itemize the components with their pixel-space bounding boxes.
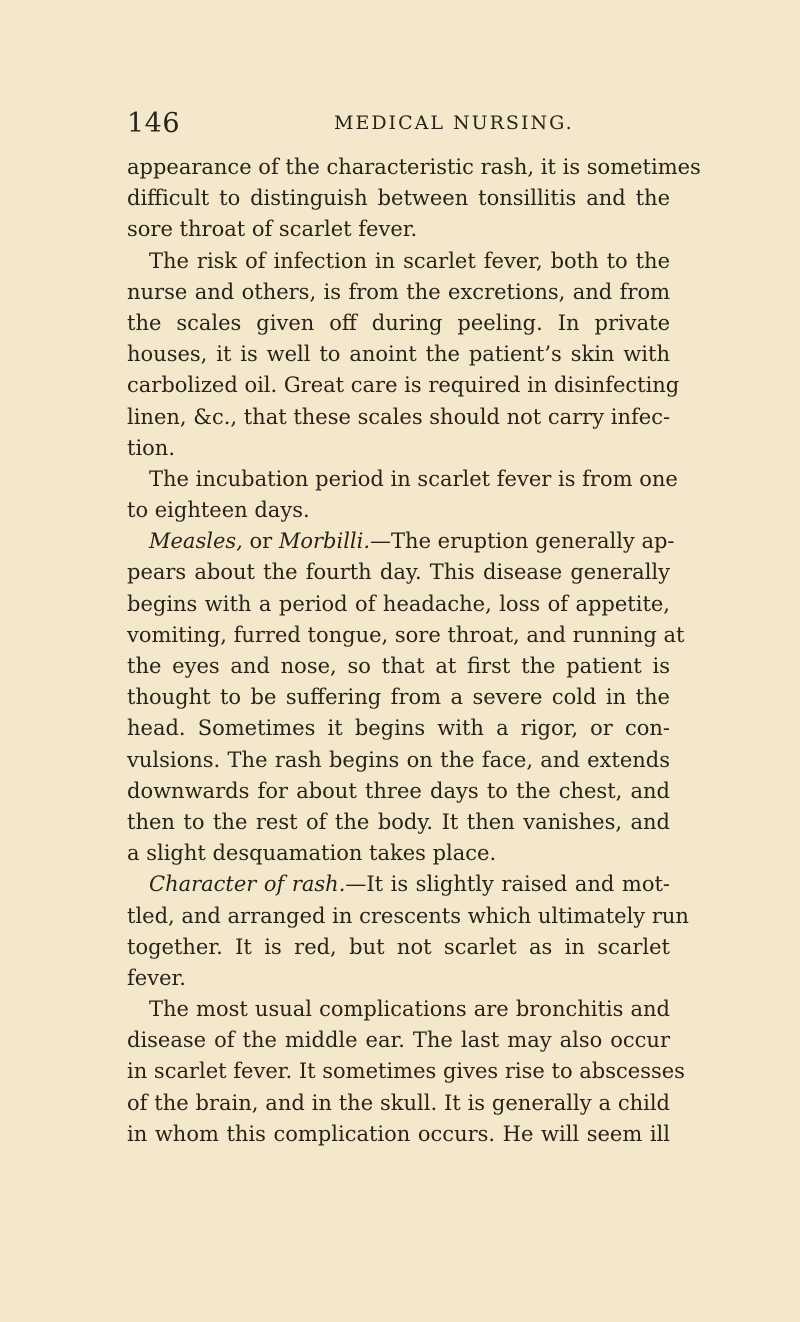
text-line: in whom this complication occurs. He will seem ill — [127, 1121, 670, 1146]
text-line: of the brain, and in the skull. It is generally a child — [127, 1090, 670, 1115]
text-line: then to the rest of the body. It then vanishes, and — [127, 809, 670, 834]
text-line: The incubation period in scarlet fever is from one — [149, 466, 678, 491]
text-line: begins with a period of headache, loss of appetite, — [127, 591, 670, 616]
text-line: pears about the fourth day. This disease generally — [127, 560, 670, 585]
text-line: the eyes and nose, so that at first the patient is — [127, 654, 670, 678]
text-line: difficult to distinguish between tonsillitis and the — [127, 186, 670, 211]
text-line: the scales given off during peeling. In private — [127, 310, 670, 335]
text-line: together. It is red, but not scarlet as in scarlet — [127, 934, 670, 959]
text-line: a slight desquamation takes place. — [127, 841, 497, 866]
paragraph-character-of-rash — [127, 869, 689, 994]
paragraph-infection-risk — [127, 246, 680, 464]
text-line: nurse and others, is from the excretions, and from — [127, 279, 670, 304]
text-line: thought to be suffering from a severe cold in the — [127, 685, 670, 710]
lead-rest: —The eruption generally ap- — [370, 529, 675, 554]
measles-term: Measles, — [149, 529, 243, 554]
text-line: carbolized oil. Great care is required in disinfecting — [127, 373, 680, 398]
text-line-lead — [127, 526, 675, 557]
paragraph-incubation — [127, 464, 678, 526]
text-line: houses, it is well to anoint the patient’s skin with — [127, 342, 670, 367]
text-line: tled, and arranged in crescents which ultimately run — [127, 903, 689, 928]
text-line: fever. — [127, 965, 186, 990]
character-of-rash-term: Character of rash. — [149, 872, 346, 897]
text-line: in scarlet fever. It sometimes gives rise to abscesses — [127, 1059, 685, 1084]
text-line: vulsions. The rash begins on the face, and extends — [127, 747, 670, 772]
text-line: vomiting, furred tongue, sore throat, and running at — [127, 622, 685, 647]
text-line-lead — [127, 869, 670, 900]
text-line: tion. — [127, 435, 175, 460]
paragraph-complications — [127, 994, 685, 1150]
text-line: The risk of infection in scarlet fever, both to the — [149, 248, 670, 273]
connector-text: or — [242, 529, 279, 554]
text-line: The most usual complications are bronchitis and — [149, 997, 670, 1022]
running-head: MEDICAL NURSING. — [334, 112, 574, 134]
lead-rest: —It is slightly raised and mot- — [345, 872, 670, 897]
text-line: sore throat of scarlet fever. — [127, 217, 418, 242]
text-line: head. Sometimes it begins with a rigor, or con- — [127, 716, 670, 741]
text-line: appearance of the characteristic rash, it is sometimes — [127, 155, 701, 179]
paragraph-measles — [127, 526, 685, 869]
page-number: 146 — [127, 108, 181, 139]
text-line: to eighteen days. — [127, 498, 310, 523]
text-line: linen, &c., that these scales should not carry infec- — [127, 404, 671, 429]
paragraph-continuation — [127, 152, 701, 246]
page-header — [127, 108, 672, 144]
text-line: disease of the middle ear. The last may also occur — [127, 1028, 670, 1053]
body-text — [127, 152, 701, 1150]
text-line: downwards for about three days to the chest, and — [127, 778, 670, 803]
morbilli-term: Morbilli. — [278, 529, 371, 554]
